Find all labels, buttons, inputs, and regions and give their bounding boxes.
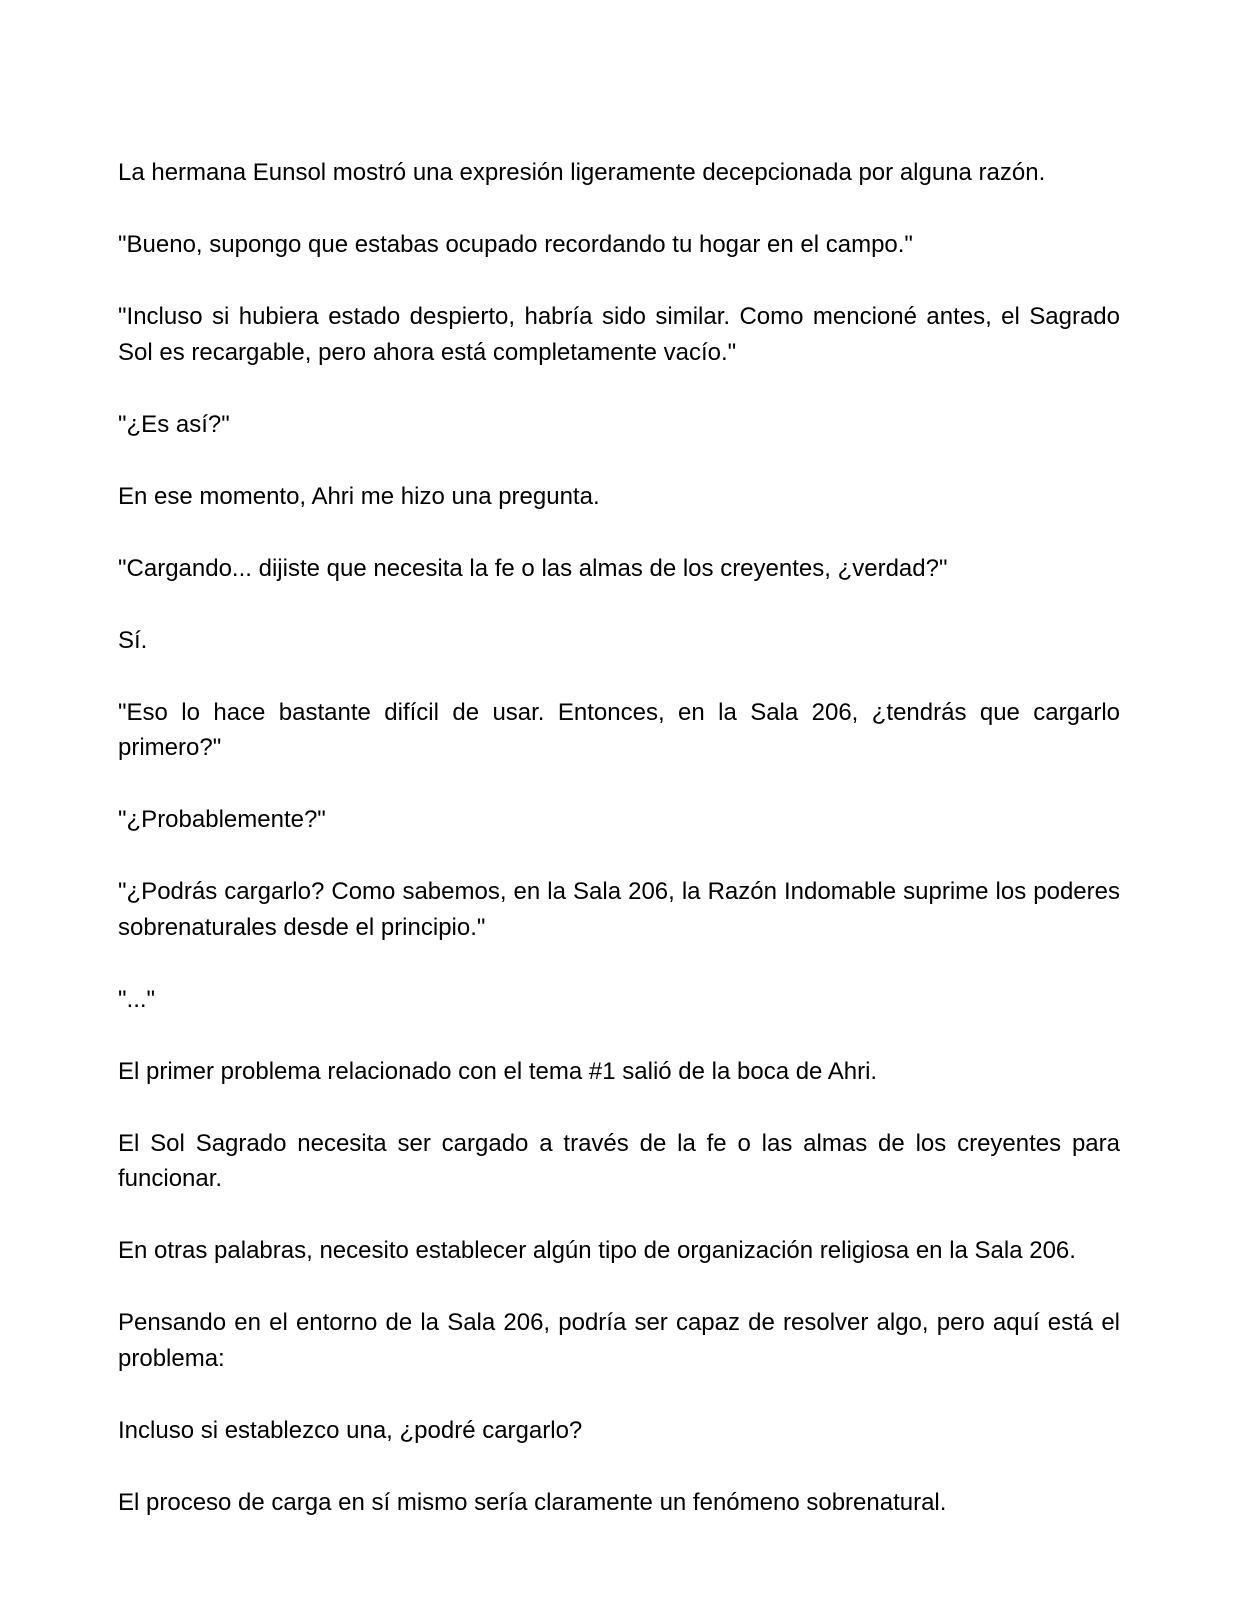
document-body (118, 155, 1120, 1557)
paragraph: "¿Probablemente?" (118, 806, 326, 833)
paragraph: "Incluso si hubiera estado despierto, habría sido similar. Como mencioné antes, el Sagrado Sol es recargable, pero ahora está completamente vacío." (118, 303, 1120, 366)
paragraph: Sí. (118, 626, 148, 654)
paragraph: "Cargando... dijiste que necesita la fe o las almas de los creyentes, ¿verdad?" (118, 554, 948, 582)
paragraph: El proceso de carga en sí mismo sería claramente un fenómeno sobrenatural. (118, 1488, 947, 1516)
paragraph: En otras palabras, necesito establecer algún tipo de organización religiosa en la Sala 206. (118, 1237, 1076, 1264)
paragraph: La hermana Eunsol mostró una expresión ligeramente decepcionada por alguna razón. (118, 159, 1046, 186)
paragraph: "..." (118, 985, 156, 1013)
paragraph: Incluso si establezco una, ¿podré cargarlo? (118, 1416, 583, 1444)
paragraph: "Bueno, supongo que estabas ocupado recordando tu hogar en el campo." (118, 231, 913, 258)
paragraph: El Sol Sagrado necesita ser cargado a través de la fe o las almas de los creyentes para funcionar. (118, 1129, 1120, 1192)
paragraph: "¿Podrás cargarlo? Como sabemos, en la Sala 206, la Razón Indomable suprime los poderes sobrenaturales desde el principio." (118, 878, 1120, 941)
paragraph: Pensando en el entorno de la Sala 206, podría ser capaz de resolver algo, pero aquí está el problema: (118, 1309, 1120, 1372)
paragraph: En ese momento, Ahri me hizo una pregunta. (118, 482, 600, 510)
paragraph: El primer problema relacionado con el tema #1 salió de la boca de Ahri. (118, 1057, 878, 1085)
paragraph: "¿Es así?" (118, 410, 230, 438)
paragraph: "Eso lo hace bastante difícil de usar. Entonces, en la Sala 206, ¿tendrás que cargarlo primero?" (118, 698, 1120, 761)
